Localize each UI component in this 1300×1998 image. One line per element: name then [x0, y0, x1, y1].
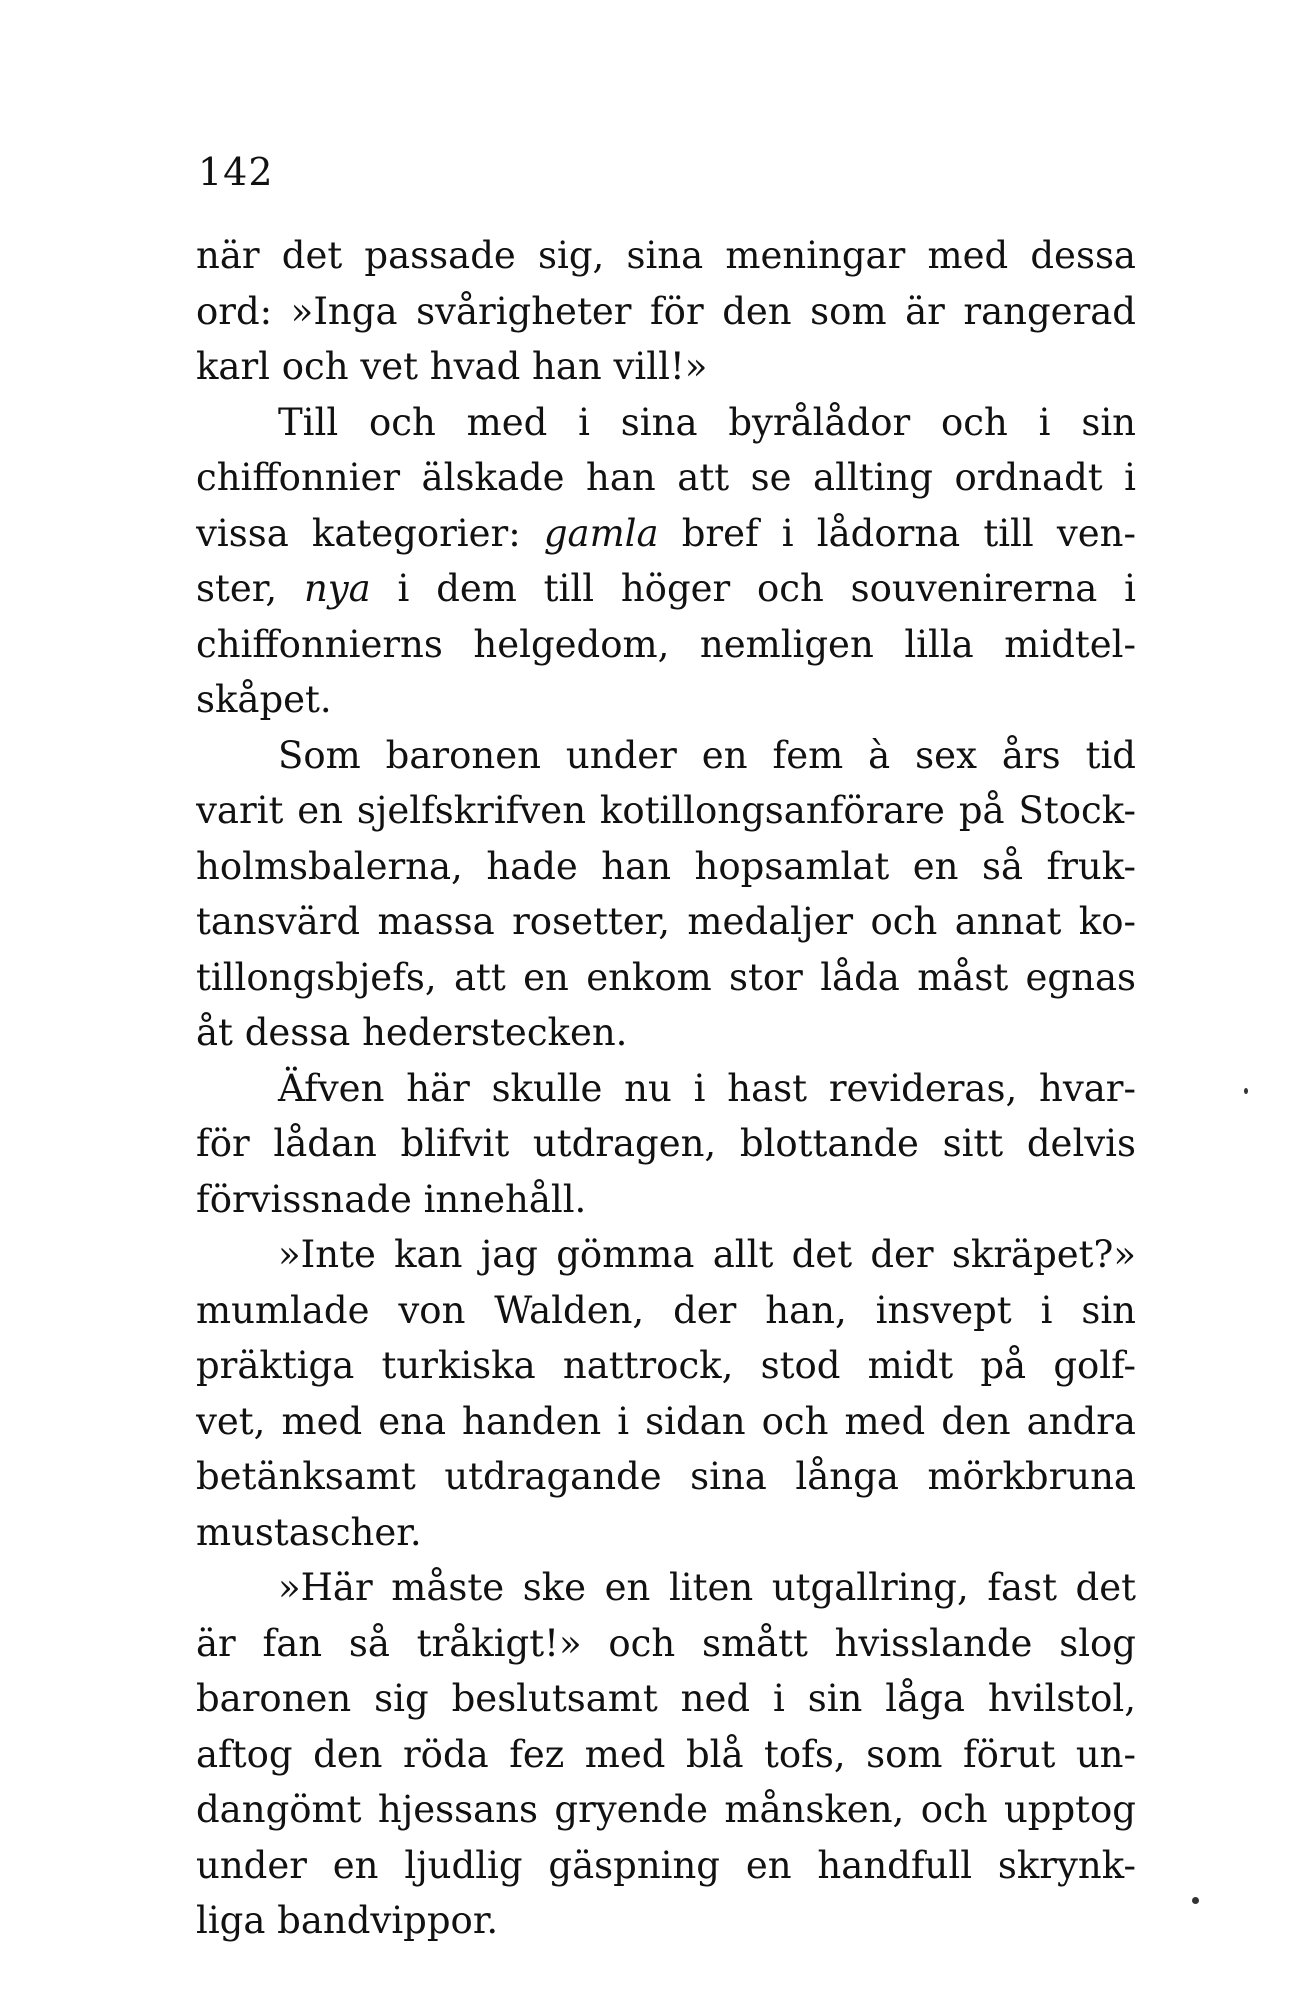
- text-line: betänksamt utdragande sina långa mörkbruna: [196, 1455, 1136, 1498]
- text-line: ord: »Inga svårigheter för den som är rangerad: [196, 289, 1136, 333]
- text-line: karl och vet hvad han vill!»: [196, 345, 708, 388]
- text-run: bref i lådorna till ven-: [658, 511, 1136, 555]
- text-run: vissa kategorier:: [196, 511, 544, 555]
- text-line: skåpet.: [196, 678, 332, 721]
- text-line: är fan så tråkigt!» och smått hvisslande slog: [196, 1621, 1136, 1665]
- text-line: Äfven här skulle nu i hast revideras, hvar-: [278, 1066, 1136, 1110]
- text-line: [196, 506, 1136, 562]
- body-text: [196, 228, 1136, 1949]
- text-line: aftog den röda fez med blå tofs, som förut un-: [196, 1732, 1136, 1776]
- text-run: ster,: [196, 567, 304, 610]
- print-speck: [1192, 1897, 1199, 1904]
- text-line: tansvärd massa rosetter, medaljer och annat ko-: [196, 900, 1136, 943]
- text-line: mustascher.: [196, 1510, 422, 1554]
- text-line: Till och med i sina byrålådor och i sin: [278, 400, 1136, 444]
- text-line: för lådan blifvit utdragen, blottande sitt delvis: [196, 1122, 1136, 1165]
- text-line: mumlade von Walden, der han, insvept i sin: [196, 1288, 1136, 1332]
- text-line: dangömt hjessans gryende månsken, och upptog: [196, 1788, 1136, 1831]
- text-line: [196, 561, 1136, 617]
- italic-word: nya: [303, 567, 371, 610]
- text-line: baronen sig beslutsamt ned i sin låga hvilstol,: [196, 1677, 1136, 1720]
- text-line: »Här måste ske en liten utgallring, fast det: [278, 1566, 1136, 1609]
- text-line: när det passade sig, sina meningar med dessa: [196, 234, 1136, 277]
- page-number: 142: [198, 150, 274, 194]
- text-line: förvissnade innehåll.: [196, 1177, 587, 1221]
- text-line: vet, med ena handen i sidan och med den andra: [196, 1399, 1136, 1443]
- text-line: chiffonnier älskade han att se allting ordnadt i: [196, 456, 1136, 499]
- text-line: präktiga turkiska nattrock, stod midt på golf-: [196, 1344, 1136, 1387]
- print-speck: [1244, 1088, 1248, 1094]
- text-line: under en ljudlig gäspning en handfull skrynk-: [196, 1843, 1136, 1887]
- text-line: varit en sjelfskrifven kotillongsanförare på Stock-: [196, 789, 1136, 832]
- text-line: tillongsbjefs, att en enkom stor låda måst egnas: [196, 955, 1136, 999]
- italic-word: gamla: [543, 511, 659, 555]
- text-run: i dem till höger och souvenirerna i: [370, 567, 1136, 610]
- text-line: holmsbalerna, hade han hopsamlat en så fruk-: [196, 844, 1136, 888]
- text-line: liga bandvippor.: [196, 1899, 499, 1942]
- text-line: Som baronen under en fem à sex års tid: [278, 733, 1136, 777]
- text-line: chiffonnierns helgedom, nemligen lilla midtel-: [196, 622, 1136, 666]
- text-line: åt dessa hederstecken.: [196, 1011, 628, 1054]
- text-line: »Inte kan jag gömma allt det der skräpet?»: [278, 1233, 1136, 1276]
